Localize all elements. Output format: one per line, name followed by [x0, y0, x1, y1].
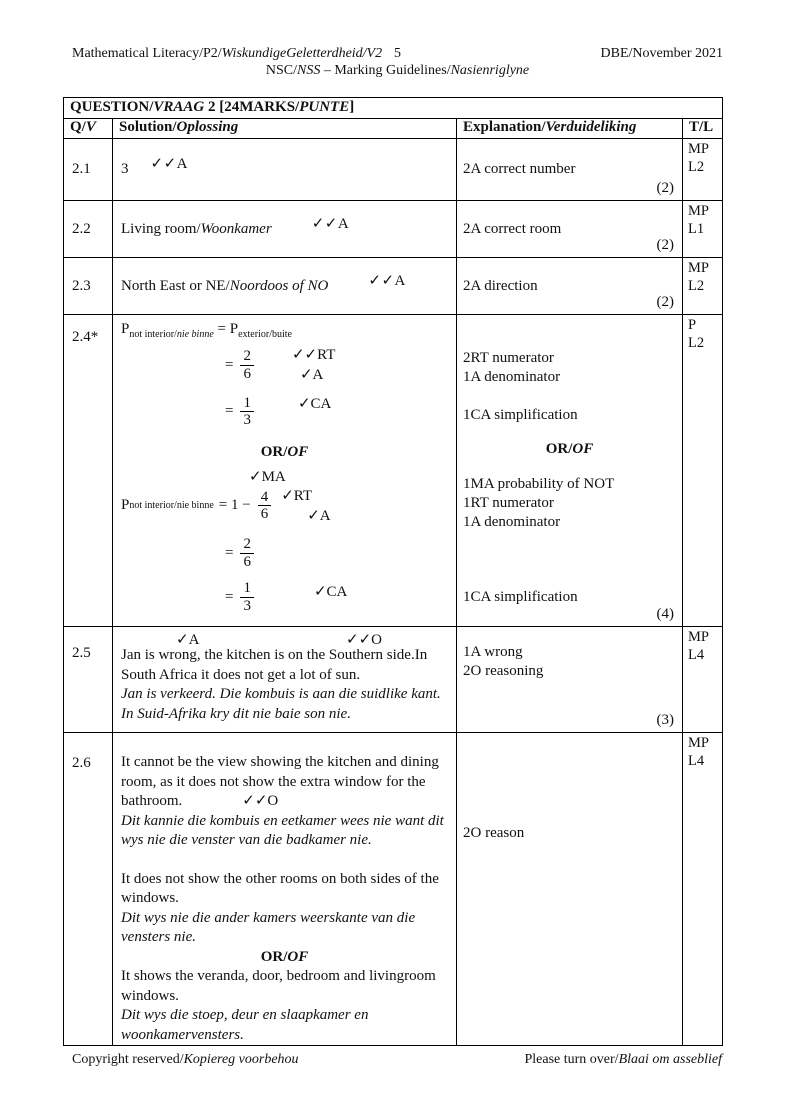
table-row-2-5: [64, 627, 722, 733]
tick-marks: ✓✓A: [311, 215, 350, 232]
prob-subscript: [129, 500, 213, 511]
fraction-numerator: 2: [243, 348, 251, 365]
prob-subscript-run: nie binne: [176, 500, 214, 512]
prob-subscript-run: not interior/: [129, 329, 177, 340]
solution-text-english: Jan is wrong, the kitchen is on the Southern side.In South Africa it does not get a lot of sun.: [121, 647, 428, 683]
explanation-text: 1A denominator: [463, 513, 561, 530]
equals-sign: =: [225, 588, 234, 605]
col-sol-run: Solution/: [119, 119, 177, 135]
explanation-text: 1CA simplification: [463, 588, 578, 605]
solution-cell: [112, 315, 456, 626]
turn-over-notice: [524, 1052, 722, 1068]
solution-text-afrikaans: Jan is verkeerd. Die kombuis is aan die suidlike kant. In Suid-Afrika kry dit nie baie son nie.: [121, 686, 441, 722]
solution-paragraph-english: It does not show the other rooms on both sides of the windows.: [121, 870, 439, 906]
header-subtitle-run: – Marking Guidelines/: [320, 63, 451, 78]
explanation-cell: [456, 627, 682, 732]
header-subtitle-run: NSC/: [265, 63, 297, 78]
solution-paragraph-afrikaans: Dit kannie die kombuis en eetkamer wees nie want dit wys nie die venster van die badkamer nie.: [121, 812, 444, 848]
question-number: 2.1: [72, 161, 91, 177]
taxonomy-level-cell: [682, 139, 722, 200]
prob-subscript-run: not interior/: [129, 500, 177, 512]
fraction-denominator: 6: [240, 553, 254, 571]
taxonomy-level: L2: [688, 335, 705, 352]
table-row-2-4: [64, 315, 722, 627]
or-separator: [121, 444, 448, 461]
question-title-run: 2 [24MARKS/: [204, 99, 300, 115]
fraction-denominator: 6: [240, 365, 254, 383]
or-run: OR/: [260, 443, 288, 460]
tick-marks: ✓MA: [249, 468, 286, 485]
fraction-denominator: 3: [240, 411, 254, 429]
copyright-run: Kopiereg voorbehou: [183, 1052, 299, 1067]
tick-marks-stack: [292, 345, 335, 386]
equals-sign: =: [225, 544, 234, 561]
taxonomy-code: MP: [688, 141, 709, 157]
or-run: OR/: [545, 441, 573, 458]
prob-subscript: [129, 329, 213, 340]
solution-text: [121, 278, 328, 295]
mark-allocation: (3): [656, 712, 674, 728]
question-title-run: QUESTION/: [70, 99, 154, 115]
header-subtitle: [72, 63, 723, 79]
tick-marks: ✓✓RT: [291, 347, 336, 363]
question-number: 2.3: [72, 277, 91, 294]
solution-run: North East or NE/: [121, 277, 230, 294]
taxonomy-level: L4: [688, 753, 705, 770]
equation-step: [225, 395, 448, 429]
tick-marks: ✓CA: [313, 583, 348, 600]
solution-cell: [112, 627, 456, 732]
prob-symbol: P: [121, 321, 130, 337]
question-title-run: VRAAG: [153, 99, 205, 115]
table-row-2-2: [64, 201, 722, 258]
mark-allocation: (4): [656, 606, 674, 622]
mark-allocation: (2): [656, 180, 674, 196]
copyright-notice: [72, 1052, 299, 1068]
taxonomy-level: L2: [688, 278, 705, 295]
taxonomy-code: MP: [688, 735, 709, 751]
table-row-2-1: [64, 139, 722, 201]
fraction-denominator: 3: [240, 597, 254, 615]
col-sol-run: Oplossing: [176, 119, 239, 135]
tick-marks: ✓RT: [281, 487, 313, 504]
solution-value: 3: [121, 161, 129, 177]
question-title-run: PUNTE: [299, 99, 350, 115]
taxonomy-level-cell: [682, 201, 722, 257]
column-header-solution: [112, 119, 456, 138]
fraction: [258, 489, 272, 523]
taxonomy-level-cell: [682, 258, 722, 314]
taxonomy-level-cell: [682, 627, 722, 732]
column-header-qv: [64, 119, 112, 138]
col-qv-run: V: [85, 119, 96, 135]
taxonomy-level: L1: [688, 221, 705, 238]
solution-cell: [112, 733, 456, 1045]
explanation-cell: [456, 201, 682, 257]
header-exam-session: DBE/November 2021: [600, 46, 723, 61]
tick-marks: ✓✓O: [346, 632, 382, 648]
solution-paragraph-english: [121, 753, 448, 812]
tick-marks: ✓✓O: [242, 793, 279, 809]
solution-run: Living room/: [121, 220, 201, 237]
mark-allocation: (2): [656, 237, 674, 253]
or-separator: [463, 441, 676, 458]
header-subject-en: Mathematical Literacy/P2/: [72, 46, 222, 61]
solution-run: Woonkamer: [200, 220, 272, 237]
page-header: [72, 46, 723, 79]
header-subject-af: WiskundigeGeletterdheid/V2: [221, 46, 383, 61]
question-number: 2.4*: [72, 329, 99, 345]
fraction-numerator: 2: [243, 536, 251, 552]
explanation-text: 1CA simplification: [463, 406, 578, 423]
column-header-explanation: [456, 119, 682, 138]
question-number: 2.5: [72, 645, 91, 661]
one-minus: = 1 −: [218, 497, 251, 514]
tick-marks-line: [121, 629, 448, 646]
explanation-cell: [456, 733, 682, 1045]
solution-cell: [112, 201, 456, 257]
copyright-run: Copyright reserved/: [72, 1052, 184, 1067]
column-header-row: [64, 119, 722, 139]
equals-sign: =: [217, 321, 230, 337]
col-exp-run: Explanation/: [463, 119, 546, 135]
question-number: 2.2: [72, 220, 91, 237]
or-run: OF: [287, 443, 309, 460]
header-subtitle-run: NSS: [296, 63, 321, 78]
solution-paragraph-afrikaans: Dit wys nie die ander kamers weerskante van die vensters nie.: [121, 909, 416, 945]
fraction: [240, 536, 254, 570]
explanation-cell: [456, 315, 682, 626]
probability-equation-line: [121, 317, 448, 340]
explanation-text: 1MA probability of NOT: [463, 476, 615, 493]
or-run: OR/: [260, 948, 288, 965]
probability-equation-line: [121, 486, 448, 527]
explanation-text: 1A wrong: [463, 644, 523, 660]
turn-over-run: Blaai om asseblief: [618, 1052, 722, 1067]
tick-marks: ✓CA: [297, 396, 332, 412]
taxonomy-level: L4: [688, 647, 705, 664]
taxonomy-code: MP: [688, 629, 709, 645]
question-title-row: [64, 98, 722, 119]
tick-marks: ✓✓A: [368, 272, 406, 289]
fraction-numerator: 1: [243, 394, 251, 411]
question-number: 2.6: [72, 755, 91, 771]
fraction: [240, 580, 254, 614]
taxonomy-code: MP: [688, 203, 709, 219]
fraction-denominator: 6: [258, 505, 272, 523]
explanation-text: 1A denominator: [463, 368, 561, 385]
prob-symbol: P: [229, 321, 239, 337]
taxonomy-code: MP: [688, 260, 709, 276]
equation-step: [225, 580, 448, 614]
turn-over-run: Please turn over/: [524, 1052, 619, 1067]
explanation-text: 2RT numerator: [463, 350, 554, 366]
explanation-text: 2O reasoning: [463, 662, 544, 679]
prob-subscript: exterior/buite: [238, 329, 292, 340]
fraction: [240, 348, 254, 382]
solution-run: Noordoos of NO: [229, 277, 329, 294]
page-number: 5: [394, 46, 401, 61]
explanation-text: 2O reason: [463, 825, 525, 841]
taxonomy-level: L2: [688, 159, 705, 176]
or-separator: [121, 948, 448, 968]
solution-cell: [112, 258, 456, 314]
prob-subscript-run: nie binne: [176, 329, 214, 340]
fraction: [240, 395, 254, 429]
explanation-text: 2A correct number: [463, 161, 576, 177]
or-run: OF: [572, 441, 594, 458]
header-subtitle-run: Nasienriglyne: [450, 63, 530, 78]
or-run: OF: [287, 948, 309, 965]
prob-symbol: P: [121, 497, 130, 514]
page-footer: [72, 1052, 722, 1068]
equation-step: [225, 536, 448, 570]
tick-marks-stack: [281, 486, 330, 527]
column-header-tl: T/L: [682, 119, 722, 138]
taxonomy-code: P: [688, 317, 697, 333]
taxonomy-level-cell: [682, 733, 722, 1045]
explanation-cell: [456, 139, 682, 200]
equation-step: [225, 345, 448, 386]
tick-marks: ✓A: [299, 367, 324, 384]
solution-paragraph-afrikaans: Dit wys die stoep, deur en slaapkamer en woonkamervensters.: [121, 1007, 369, 1043]
table-row-2-6: [64, 733, 722, 1045]
fraction-numerator: 1: [243, 580, 251, 596]
marking-guidelines-table: [63, 97, 723, 1046]
col-exp-run: Verduideliking: [545, 119, 637, 135]
solution-cell: [112, 139, 456, 200]
explanation-cell: [456, 258, 682, 314]
tick-marks: ✓A: [176, 632, 200, 648]
equals-sign: =: [225, 356, 234, 373]
explanation-text: 2A correct room: [463, 220, 562, 237]
tick-marks: ✓A: [307, 507, 331, 524]
mark-allocation: (2): [656, 294, 674, 310]
explanation-text: 2A direction: [463, 277, 538, 294]
fraction-numerator: 4: [260, 488, 269, 505]
explanation-text: 1RT numerator: [463, 495, 554, 511]
solution-paragraph-english: It shows the veranda, door, bedroom and livingroom windows.: [121, 968, 436, 1004]
question-title-run: ]: [349, 99, 355, 115]
header-subject: [72, 46, 394, 62]
table-row-2-3: [64, 258, 722, 315]
equals-sign: =: [225, 403, 234, 419]
solution-run: It cannot be the view showing the kitchen and dining room, as it does not show the extra window for the bathroom.: [121, 754, 439, 809]
col-qv-run: Q/: [70, 119, 86, 135]
taxonomy-level-cell: [682, 315, 722, 626]
tick-marks: ✓✓A: [150, 156, 188, 172]
solution-text: [121, 221, 272, 238]
